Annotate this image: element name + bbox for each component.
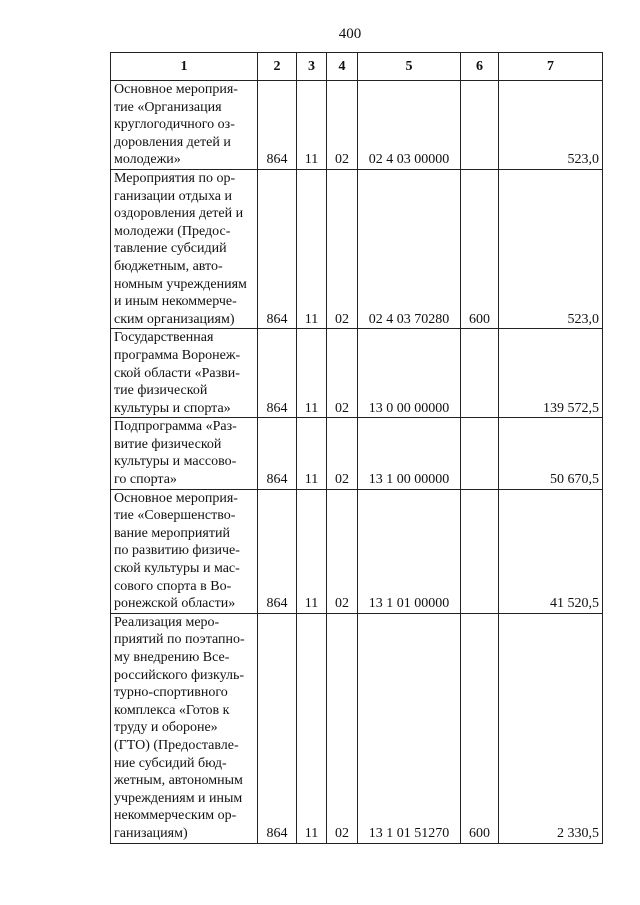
header-col-6: 6 [461,53,499,81]
cell-ministry-code: 864 [258,613,297,843]
header-row [111,53,603,81]
cell-ministry-code: 864 [258,169,297,328]
cell-amount: 50 670,5 [499,418,603,489]
header-col-7: 7 [499,53,603,81]
cell-subsection: 02 [327,169,358,328]
cell-expense-type [461,489,499,613]
cell-section: 11 [297,81,327,170]
cell-expense-type: 600 [461,169,499,328]
row-name: Подпрограмма «Раз- витие физической культуры и массово- го спорта» [111,418,258,489]
cell-section: 11 [297,489,327,613]
cell-target-article: 02 4 03 00000 [358,81,461,170]
table-row [111,329,603,418]
cell-amount: 41 520,5 [499,489,603,613]
cell-amount: 523,0 [499,169,603,328]
cell-section: 11 [297,329,327,418]
cell-expense-type: 600 [461,613,499,843]
header-col-1: 1 [111,53,258,81]
cell-ministry-code: 864 [258,329,297,418]
cell-section: 11 [297,169,327,328]
cell-ministry-code: 864 [258,81,297,170]
row-name: Основное мероприя- тие «Совершенство- вание мероприятий по развитию физиче- ской культуры и мас- сового спорта в Во- ронежской области» [111,489,258,613]
cell-amount: 2 330,5 [499,613,603,843]
cell-target-article: 13 0 00 00000 [358,329,461,418]
cell-ministry-code: 864 [258,418,297,489]
cell-expense-type [461,418,499,489]
cell-target-article: 13 1 00 00000 [358,418,461,489]
cell-subsection: 02 [327,489,358,613]
cell-section: 11 [297,418,327,489]
cell-target-article: 13 1 01 00000 [358,489,461,613]
header-col-2: 2 [258,53,297,81]
table-row [111,489,603,613]
header-col-4: 4 [327,53,358,81]
cell-target-article: 02 4 03 70280 [358,169,461,328]
table-row [111,81,603,170]
header-col-3: 3 [297,53,327,81]
cell-target-article: 13 1 01 51270 [358,613,461,843]
row-name: Реализация меро- приятий по поэтапно- му внедрению Все- российского физкуль- турно-спортивного комплекса «Готов к труду и обороне» (ГТО) (Предоставле- ние субсидий бюд- жетным, автономным учреждениям и иным некоммерческим ор- ганизациям) [111,613,258,843]
table-row [111,613,603,843]
cell-amount: 139 572,5 [499,329,603,418]
row-name: Основное мероприя- тие «Организация круглогодичного оз- доровления детей и молодежи» [111,81,258,170]
page-number: 400 [338,26,362,42]
table-body [111,81,603,844]
cell-subsection: 02 [327,613,358,843]
cell-ministry-code: 864 [258,489,297,613]
row-name: Государственная программа Воронеж- ской области «Разви- тие физической культуры и спорта» [111,329,258,418]
row-name: Мероприятия по ор- ганизации отдыха и оздоровления детей и молодежи (Предос- тавление субсидий бюджетным, авто- номным учреждениям и иным некоммерче- ским организациям) [111,169,258,328]
cell-expense-type [461,81,499,170]
table-row [111,169,603,328]
cell-subsection: 02 [327,418,358,489]
cell-section: 11 [297,613,327,843]
cell-amount: 523,0 [499,81,603,170]
header-col-5: 5 [358,53,461,81]
budget-table [110,52,603,844]
cell-expense-type [461,329,499,418]
cell-subsection: 02 [327,329,358,418]
table-row [111,418,603,489]
cell-subsection: 02 [327,81,358,170]
